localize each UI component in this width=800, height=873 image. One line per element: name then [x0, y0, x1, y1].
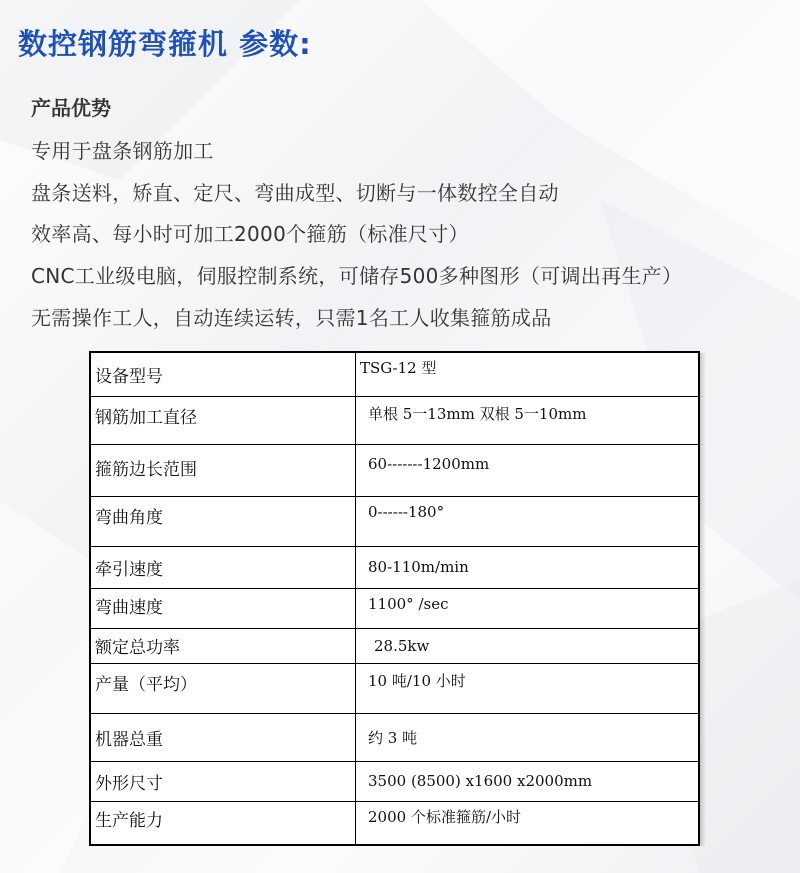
advantage-line: 专用于盘条钢筋加工	[31, 139, 214, 163]
spec-label: 箍筋边长范围	[90, 444, 356, 496]
spec-value: 10 吨/10 小时	[356, 663, 700, 713]
spec-value: 28.5kw	[356, 628, 700, 663]
page-title: 数控钢筋弯箍机 参数:	[18, 27, 312, 61]
spec-label: 弯曲角度	[90, 496, 356, 546]
spec-value: 80-110m/min	[356, 546, 700, 588]
table-row	[90, 801, 699, 845]
advantage-line: 效率高、每小时可加工2000个箍筋（标准尺寸）	[31, 222, 469, 246]
advantage-line: CNC工业级电脑，伺服控制系统，可储存500多种图形（可调出再生产）	[31, 264, 683, 288]
spec-label: 设备型号	[90, 352, 356, 396]
spec-label: 机器总重	[90, 713, 356, 761]
spec-value: 1100° /sec	[356, 588, 700, 628]
spec-label: 外形尺寸	[90, 761, 356, 801]
advantage-line: 盘条送料，矫直、定尺、弯曲成型、切断与一体数控全自动	[31, 181, 559, 205]
spec-value: 3500 (8500) x1600 x2000mm	[356, 761, 700, 801]
table-row	[90, 588, 699, 628]
advantage-line: 无需操作工人，自动连续运转，只需1名工人收集箍筋成品	[31, 306, 552, 330]
table-row	[90, 628, 699, 663]
spec-value: TSG-12 型	[356, 352, 700, 396]
spec-value: 约 3 吨	[356, 713, 700, 761]
spec-value: 0------180°	[356, 496, 700, 546]
table-row	[90, 444, 699, 496]
spec-label: 产量（平均）	[90, 663, 356, 713]
table-row	[90, 352, 699, 396]
table-row	[90, 663, 699, 713]
spec-label: 钢筋加工直径	[90, 396, 356, 444]
table-row	[90, 761, 699, 801]
table-row	[90, 713, 699, 761]
spec-label: 额定总功率	[90, 628, 356, 663]
table-shadow	[700, 353, 706, 846]
advantages-heading: 产品优势	[31, 96, 111, 120]
spec-value: 2000 个标准箍筋/小时	[356, 801, 700, 845]
spec-label: 生产能力	[90, 801, 356, 845]
table-row	[90, 546, 699, 588]
table-row	[90, 496, 699, 546]
table-row	[90, 396, 699, 444]
spec-label: 弯曲速度	[90, 588, 356, 628]
spec-label: 牵引速度	[90, 546, 356, 588]
spec-table	[89, 351, 700, 846]
spec-value: 单根 5一13mm 双根 5一10mm	[356, 396, 700, 444]
spec-value: 60-------1200mm	[356, 444, 700, 496]
